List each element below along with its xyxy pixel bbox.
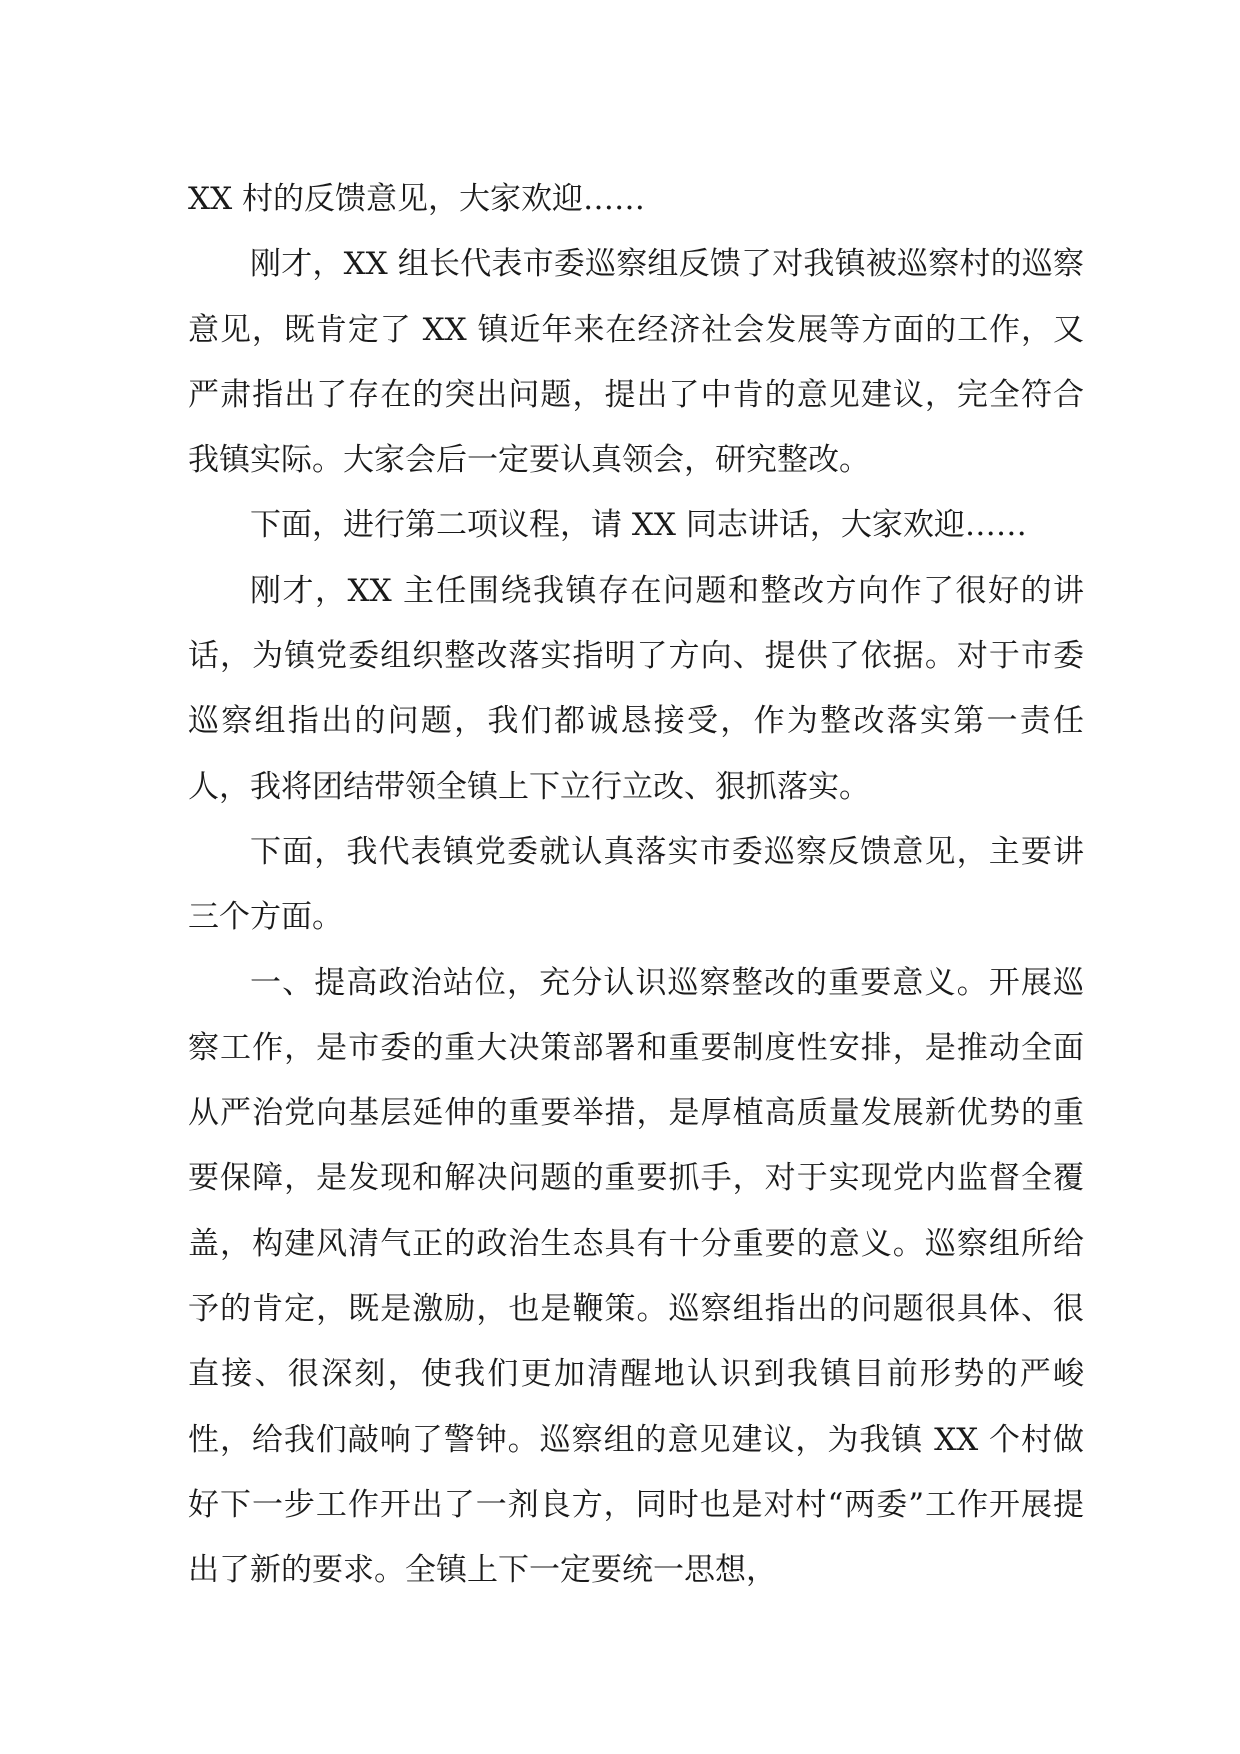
- paragraph-2: 刚才，XX 组长代表市委巡察组反馈了对我镇被巡察村的巡察意见，既肯定了 XX 镇近年来在经济社会发展等方面的工作，又严肃指出了存在的突出问题，提出了中肯的意见建议，完全符合我镇实际。大家会后一定要认真领会，研究整改。: [188, 246, 1084, 479]
- paragraph-1: XX 村的反馈意见，大家欢迎……: [188, 181, 645, 217]
- paragraph-4: 刚才，XX 主任围绕我镇存在问题和整改方向作了很好的讲话，为镇党委组织整改落实指明了方向、提供了依据。对于市委巡察组指出的问题，我们都诚恳接受，作为整改落实第一责任人，我将团结带领全镇上下立行立改、狠抓落实。: [188, 572, 1084, 805]
- paragraph-5: 下面，我代表镇党委就认真落实市委巡察反馈意见，主要讲三个方面。: [188, 833, 1084, 936]
- paragraph-3: 下面，进行第二项议程，请 XX 同志讲话，大家欢迎……: [250, 507, 1027, 544]
- document-body: [188, 167, 1084, 1604]
- paragraph-6: 一、提高政治站位，充分认识巡察整改的重要意义。开展巡察工作，是市委的重大决策部署和重要制度性安排，是推动全面从严治党向基层延伸的重要举措，是厚植高质量发展新优势的重要保障，是发现和解决问题的重要抓手，对于实现党内监督全覆盖，构建风清气正的政治生态具有十分重要的意义。巡察组所给予的肯定，既是激励，也是鞭策。巡察组指出的问题很具体、很直接、很深刻，使我们更加清醒地认识到我镇目前形势的严峻性，给我们敲响了警钟。巡察组的意见建议，为我镇 XX 个村做好下一步工作开出了一剂良方，同时也是对村“两委”工作开展提出了新的要求。全镇上下一定要统一思想，: [188, 964, 1084, 1589]
